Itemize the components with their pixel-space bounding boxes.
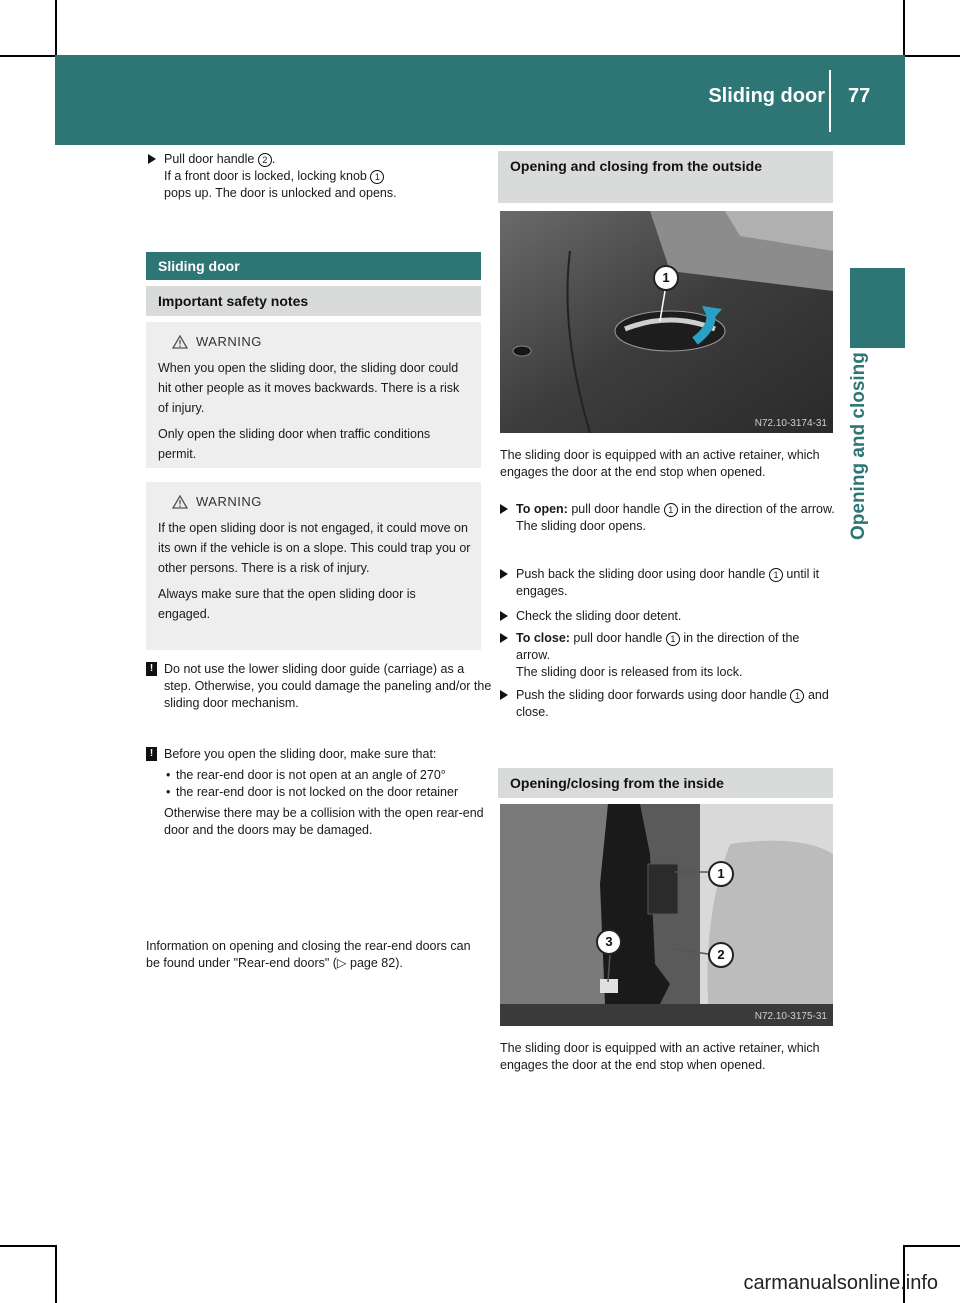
step-text: pull door handle — [569, 631, 666, 645]
caution-bullets — [164, 767, 494, 801]
crop-mark — [0, 1245, 55, 1247]
warning-box — [146, 322, 481, 468]
warning-text: Always make sure that the open sliding door is engaged. — [158, 587, 416, 621]
marker-icon: 1 — [370, 170, 384, 184]
instruction-step — [500, 501, 836, 535]
instruction-step — [500, 608, 836, 625]
intro-line1: Pull door handle 2 . — [164, 152, 276, 166]
crop-mark — [0, 55, 55, 57]
step-text: Push back the sliding door using door handle — [516, 567, 769, 581]
instruction-step — [500, 566, 836, 600]
crop-mark — [55, 0, 57, 55]
page-number: 77 — [848, 85, 871, 107]
marker-icon: 1 — [666, 632, 680, 646]
warning-header — [158, 332, 471, 352]
warning-triangle-icon — [172, 495, 188, 509]
warning-label: WARNING — [196, 334, 262, 349]
caution-text: Otherwise there may be a collision with the open rear-end door and the doors may be damaged. — [164, 806, 484, 837]
door-handle-photo — [500, 211, 833, 433]
callout-marker: 2 — [708, 942, 734, 968]
step-arrow-icon — [500, 633, 508, 643]
step-text: in the direction of the arrow. — [516, 631, 800, 662]
instruction-step — [500, 630, 836, 681]
step-text: in the direction of the arrow. — [677, 502, 835, 516]
crop-mark — [903, 0, 905, 55]
step-arrow-icon — [500, 611, 508, 621]
step-arrow-icon — [500, 504, 508, 514]
step-text: and close. — [516, 688, 829, 719]
caution-icon: ! — [146, 747, 157, 761]
warning-box — [146, 482, 481, 650]
marker-icon: 1 — [769, 568, 783, 582]
marker-icon: 1 — [664, 503, 678, 517]
crop-mark — [905, 1245, 960, 1247]
subsection-heading — [498, 768, 833, 798]
list-item: • the rear-end door is not locked on the door retainer — [164, 784, 494, 801]
outside-paragraph: The sliding door is equipped with an active retainer, which engages the door at the end stop when opened. — [500, 448, 820, 479]
subsection-heading-text: Important safety notes — [158, 293, 309, 309]
interior-door-photo — [500, 804, 833, 1026]
intro-line2: If a front door is locked, locking knob 1 — [164, 169, 384, 183]
warning-text: Only open the sliding door when traffic conditions permit. — [158, 427, 431, 461]
info-text: Information on opening and closing the rear-end doors can be found under "Rear-end doors" (▷ page 82). — [146, 939, 471, 970]
marker-icon: 2 — [258, 153, 272, 167]
step-label: To close: — [516, 631, 570, 645]
warning-text: When you open the sliding door, the sliding door could hit other people as it moves backwards. There is a risk of injury. — [158, 361, 460, 415]
callout-marker: 1 — [708, 861, 734, 887]
inside-paragraph: The sliding door is equipped with an active retainer, which engages the door at the end stop when opened. — [500, 1041, 820, 1072]
step-text: Push the sliding door forwards using door handle — [516, 688, 791, 702]
header-divider — [829, 70, 831, 132]
subsection-heading-text: Opening/closing from the inside — [510, 775, 724, 791]
step-arrow-icon — [500, 690, 508, 700]
interior-door-illustration — [500, 804, 833, 1026]
warning-triangle-icon — [172, 335, 188, 349]
callout-marker: 3 — [596, 929, 622, 955]
crop-mark — [905, 55, 960, 57]
intro-line3: pops up. The door is unlocked and opens. — [164, 186, 397, 200]
step-arrow-icon — [148, 154, 156, 164]
door-handle-illustration — [500, 211, 833, 433]
page-title: Sliding door — [708, 85, 825, 107]
step-text: until it engages. — [516, 567, 820, 598]
caution-note — [146, 746, 494, 839]
step-result: The sliding door is released from its lock. — [516, 665, 743, 679]
watermark: carmanualsonline.info — [743, 1272, 938, 1294]
caution-icon: ! — [146, 662, 157, 676]
section-heading-text: Sliding door — [158, 258, 240, 274]
warning-text: If the open sliding door is not engaged, it could move on its own if the vehicle is on a slope. This could trap you or other persons. There is a risk of injury. — [158, 521, 471, 575]
figure-code: N72.10-3174-31 — [754, 418, 827, 429]
warning-header — [158, 492, 471, 512]
instruction-step — [500, 687, 836, 721]
caution-text: Before you open the sliding door, make sure that: — [164, 747, 437, 761]
marker-icon: 1 — [790, 689, 804, 703]
subsection-heading-text: Opening and closing from the outside — [510, 158, 763, 174]
caution-note — [146, 661, 494, 712]
step-arrow-icon — [500, 569, 508, 579]
subsection-heading — [146, 286, 481, 316]
callout-marker: 1 — [653, 265, 679, 291]
step-label: To open: — [516, 502, 568, 516]
chapter-label: Opening and closing — [848, 352, 869, 540]
figure-code: N72.10-3175-31 — [754, 1011, 827, 1022]
step-text: pull door handle — [567, 502, 664, 516]
warning-label: WARNING — [196, 494, 262, 509]
chapter-tab — [850, 268, 905, 348]
subsection-heading — [498, 151, 833, 203]
section-heading — [146, 252, 481, 280]
crop-mark — [55, 1245, 57, 1303]
list-item: • the rear-end door is not open at an angle of 270° — [164, 767, 494, 784]
intro-step — [148, 151, 494, 202]
caution-text: Do not use the lower sliding door guide (carriage) as a step. Otherwise, you could damage the paneling and/or the sliding door mechanism. — [164, 662, 492, 710]
step-text: Check the sliding door detent. — [516, 609, 682, 623]
step-result: The sliding door opens. — [516, 519, 646, 533]
